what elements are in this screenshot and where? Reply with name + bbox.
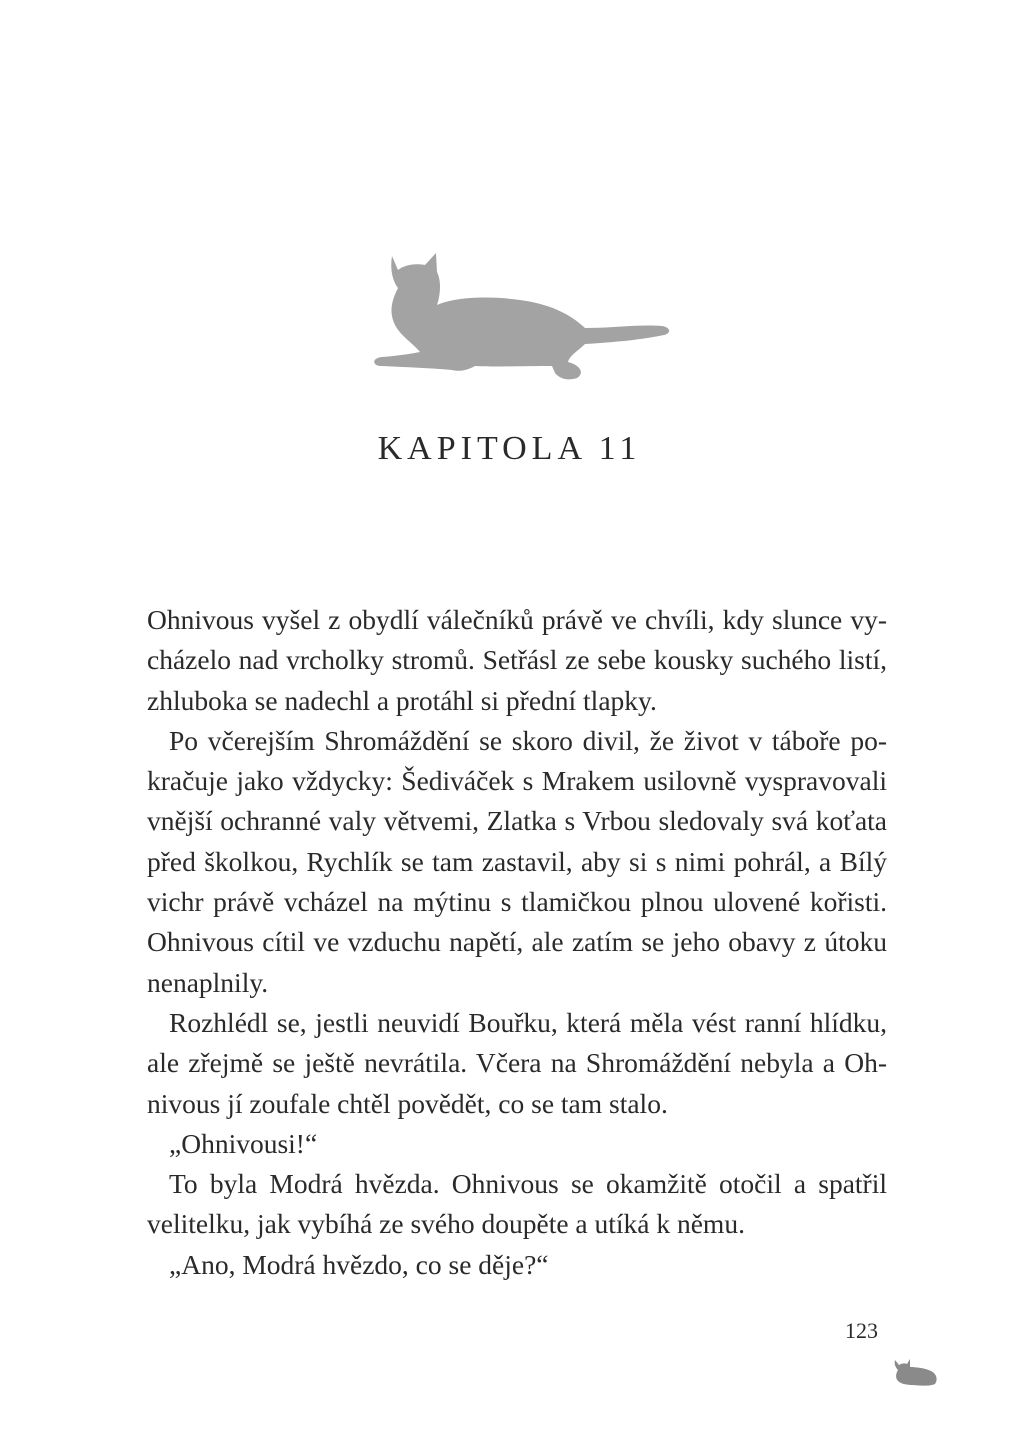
paragraph-line: kračuje jako vždycky: Šediváček s Mrakem usilovně vyspravovali bbox=[147, 765, 887, 797]
paragraph-line: velitelku, jak vybíhá ze svého doupěte a utíká k němu. bbox=[147, 1208, 745, 1240]
paragraph-line: „Ano, Modrá hvězdo, co se děje?“ bbox=[169, 1248, 549, 1280]
chapter-title: KAPITOLA 11 bbox=[377, 430, 642, 467]
paragraph-line: nenaplnily. bbox=[147, 966, 269, 998]
paragraph-line: „Ohnivousi!“ bbox=[169, 1127, 318, 1159]
paragraph-line: Rozhlédl se, jestli neuvidí Bouřku, která měla vést ranní hlídku, bbox=[169, 1006, 887, 1038]
paragraph-line: cházelo nad vrcholky stromů. Setřásl ze sebe kousky suchého listí, bbox=[147, 644, 887, 676]
body-text bbox=[147, 600, 887, 1285]
paragraph-line: Po včerejším Shromáždění se skoro divil, že život v táboře po- bbox=[169, 724, 887, 756]
paragraph-line: ale zřejmě se ještě nevrátila. Včera na Shromáždění nebyla a Oh- bbox=[147, 1047, 887, 1079]
paragraph-line: vichr právě vcházel na mýtinu s tlamičkou plnou ulovené kořisti. bbox=[147, 886, 887, 918]
paragraph-line: To byla Modrá hvězda. Ohnivous se okamžitě otočil a spatřil bbox=[169, 1168, 887, 1200]
sitting-cat-icon bbox=[893, 1357, 939, 1387]
paragraph-line: Ohnivous cítil ve vzduchu napětí, ale zatím se jeho obavy z útoku bbox=[147, 926, 887, 958]
lying-cat-silhouette-icon bbox=[370, 248, 675, 384]
paragraph-line: zhluboka se nadechl a protáhl si přední tlapky. bbox=[147, 684, 657, 716]
paragraph-line: vnější ochranné valy větvemi, Zlatka s Vrbou sledovaly svá koťata bbox=[147, 805, 887, 837]
paragraph-line: před školkou, Rychlík se tam zastavil, aby si s nimi pohrál, a Bílý bbox=[147, 845, 887, 877]
page-number: 123 bbox=[845, 1318, 878, 1343]
paragraph-line: nivous jí zoufale chtěl povědět, co se tam stalo. bbox=[147, 1087, 668, 1119]
paragraph-line: Ohnivous vyšel z obydlí válečníků právě ve chvíli, kdy slunce vy- bbox=[147, 604, 887, 635]
